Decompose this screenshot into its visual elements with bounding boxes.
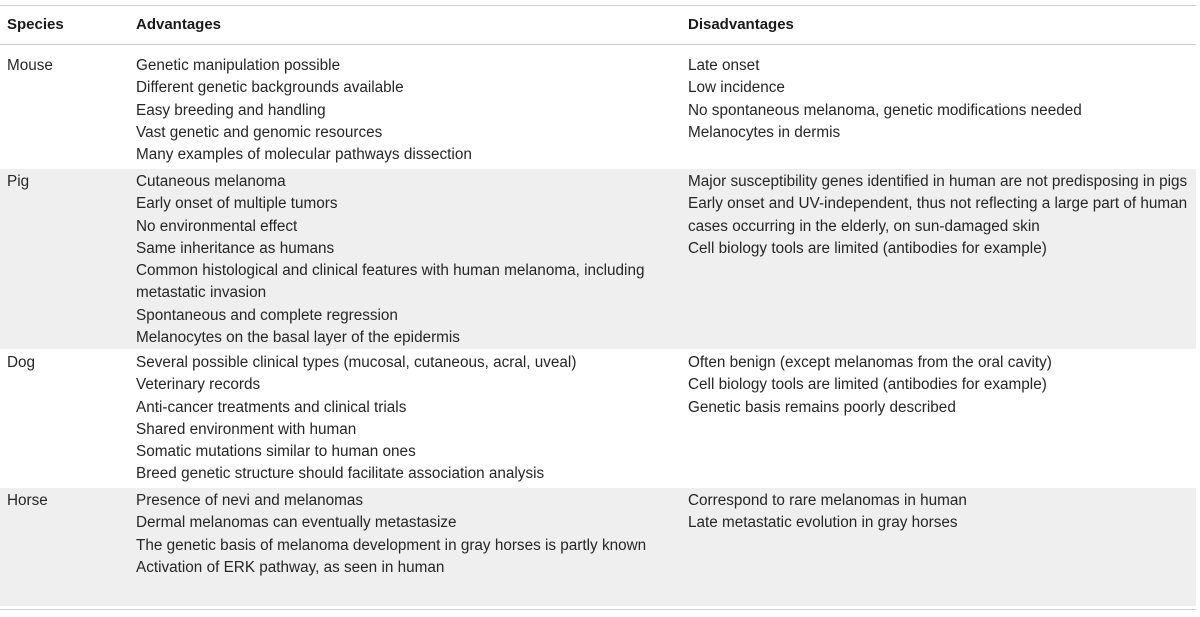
advantage-item: Vast genetic and genomic resources — [136, 123, 383, 141]
disadvantages-cell — [688, 55, 1193, 144]
advantage-item: Somatic mutations similar to human ones — [136, 443, 416, 461]
disadvantages-cell — [688, 352, 1193, 419]
advantages-cell — [136, 490, 656, 579]
table-top-rule — [0, 5, 1196, 6]
advantage-item: Shared environment with human — [136, 420, 357, 438]
disadvantage-item: Often benign (except melanomas from the oral cavity) — [688, 354, 1052, 371]
advantage-item: Common histological and clinical features with human melanoma, including metastatic invasion — [136, 262, 645, 302]
advantage-item: Anti-cancer treatments and clinical trials — [136, 398, 407, 416]
advantages-cell — [136, 171, 656, 349]
advantage-item: Activation of ERK pathway, as seen in human — [136, 558, 445, 576]
advantage-item: Presence of nevi and melanomas — [136, 492, 364, 509]
disadvantages-cell — [688, 490, 1193, 535]
disadvantage-item: Late metastatic evolution in gray horses — [688, 514, 958, 532]
disadvantage-item: No spontaneous melanoma, genetic modifications needed — [688, 101, 1082, 119]
table-row-horse — [0, 488, 1196, 606]
disadvantage-item: Genetic basis remains poorly described — [688, 398, 956, 416]
species-cell: Pig — [7, 173, 30, 190]
advantage-item: Dermal melanomas can eventually metastasize — [136, 514, 457, 532]
advantage-item: Same inheritance as humans — [136, 239, 335, 257]
disadvantage-item: Major susceptibility genes identified in human are not predisposing in pigs — [688, 173, 1188, 190]
table-bottom-rule — [0, 609, 1196, 610]
header-species: Species — [7, 16, 64, 33]
disadvantages-cell — [688, 171, 1193, 260]
species-cell: Mouse — [7, 57, 53, 74]
disadvantage-item: Early onset and UV-independent, thus not reflecting a large part of human cases occurring in the elderly, on sun-damaged skin — [688, 195, 1188, 235]
species-cell: Dog — [7, 354, 36, 371]
table-row-dog — [0, 352, 1196, 488]
disadvantage-item: Cell biology tools are limited (antibodies for example) — [688, 239, 1047, 257]
advantage-item: Veterinary records — [136, 376, 261, 394]
disadvantage-item: Correspond to rare melanomas in human — [688, 492, 967, 509]
header-disadvantages: Disadvantages — [688, 16, 794, 33]
disadvantage-item: Late onset — [688, 57, 760, 74]
advantage-item: Genetic manipulation possible — [136, 57, 341, 74]
advantage-item: Early onset of multiple tumors — [136, 195, 338, 213]
advantages-cell — [136, 55, 656, 166]
table-row-mouse — [0, 55, 1196, 167]
advantage-item: Easy breeding and handling — [136, 101, 326, 119]
header-rule — [0, 44, 1196, 45]
advantage-item: Cutaneous melanoma — [136, 173, 286, 190]
table-row-pig — [0, 169, 1196, 349]
advantage-item: Breed genetic structure should facilitate association analysis — [136, 465, 545, 483]
disadvantage-item: Low incidence — [688, 79, 785, 97]
disadvantage-item: Cell biology tools are limited (antibodies for example) — [688, 376, 1047, 394]
advantage-item: Spontaneous and complete regression — [136, 306, 398, 324]
advantage-item: Many examples of molecular pathways dissection — [136, 146, 472, 164]
advantage-item: No environmental effect — [136, 217, 298, 235]
advantage-item: The genetic basis of melanoma development in gray horses is partly known — [136, 536, 647, 554]
disadvantage-item: Melanocytes in dermis — [688, 123, 841, 141]
advantages-cell — [136, 352, 656, 486]
advantage-item: Melanocytes on the basal layer of the epidermis — [136, 329, 460, 347]
header-advantages: Advantages — [136, 16, 222, 33]
advantage-item: Different genetic backgrounds available — [136, 79, 404, 97]
species-cell: Horse — [7, 492, 48, 509]
advantage-item: Several possible clinical types (mucosal, cutaneous, acral, uveal) — [136, 354, 577, 371]
